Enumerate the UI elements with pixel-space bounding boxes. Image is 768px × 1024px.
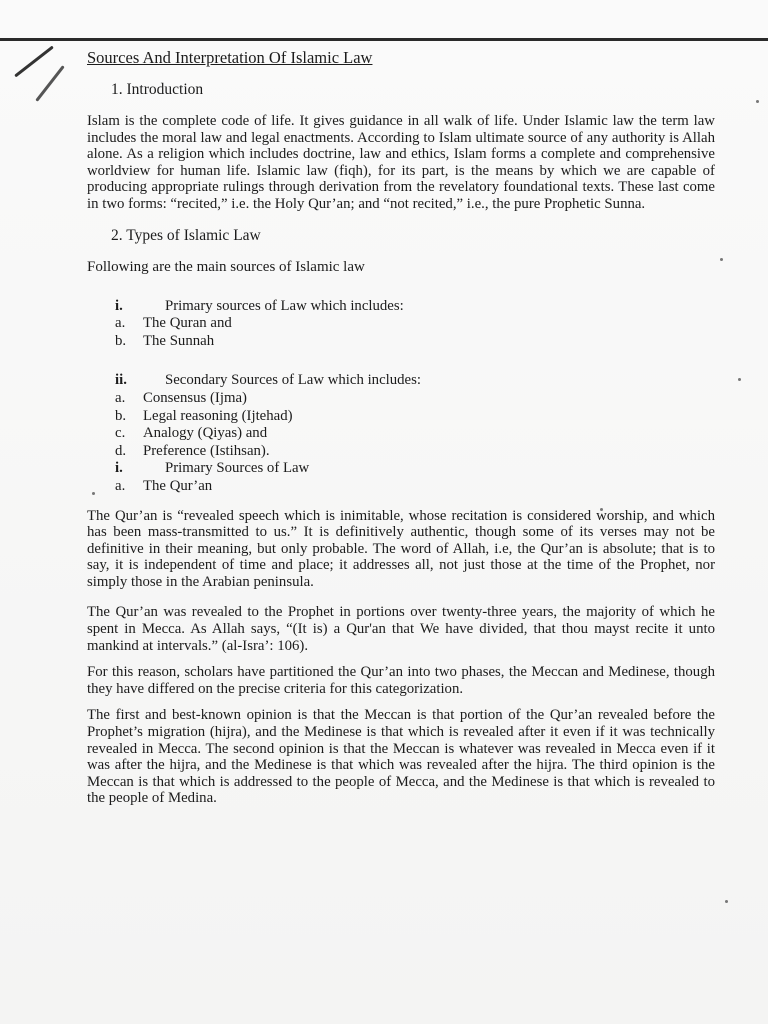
list-item-text: Consensus (Ijma)	[143, 389, 247, 406]
document-title: Sources And Interpretation Of Islamic Law	[87, 48, 373, 67]
section-heading-types	[111, 227, 715, 245]
scan-speck	[756, 100, 759, 103]
pen-stroke-mark	[14, 46, 54, 78]
list-item	[113, 333, 715, 351]
list-marker: i.	[115, 297, 123, 314]
list-marker: ii.	[115, 372, 127, 389]
sources-lead-in: Following are the main sources of Islamic law	[87, 258, 365, 275]
section-title: Introduction	[126, 81, 204, 98]
document-body	[87, 48, 715, 821]
list-item	[113, 390, 715, 408]
list-marker: a.	[115, 315, 126, 332]
section-number: 2.	[111, 226, 123, 244]
list-item	[113, 298, 715, 316]
list-marker: b.	[115, 332, 127, 349]
quran-paragraph: The Qur’an was revealed to the Prophet in portions over twenty-three years, the majority of which he spent in Mecca. As Allah says, “(It is) a Qur'an that We have divided, that thou mayst recite it unto mankind at intervals.” (al-Isra’: 106).	[87, 604, 715, 654]
quran-paragraph: The first and best-known opinion is that the Meccan is that portion of the Qur’an revealed before the Prophet’s migration (hijra), and the Medinese is that which is revealed after it even if it was technically revealed in Mecca. The second opinion is that the Meccan is whatever was revealed in Mecca even if it was after the hijra, and the Medinese is that which was revealed after the hijra. The third opinion is the Meccan is that which is addressed to the people of Mecca, and the Medinese is that which is revealed to the people of Medina.	[87, 707, 715, 807]
primary-sources-heading	[113, 298, 715, 316]
list-item-text: Legal reasoning (Ijtehad)	[143, 407, 293, 424]
list-marker: a.	[115, 477, 126, 494]
quran-subheading	[113, 478, 715, 496]
list-item	[113, 315, 715, 333]
list-item	[113, 460, 715, 478]
page-top-edge	[0, 38, 768, 41]
scan-speck	[738, 378, 741, 381]
scan-speck	[725, 900, 728, 903]
list-group-label: Primary sources of Law which includes:	[165, 297, 404, 314]
list-group-label: Primary Sources of Law	[165, 460, 310, 477]
list-marker: b.	[115, 407, 127, 424]
quran-paragraph: For this reason, scholars have partitioned the Qur’an into two phases, the Meccan and Medinese, though they have differed on the precise criteria for this categorization.	[87, 664, 715, 697]
quran-paragraph: The Qur’an is “revealed speech which is inimitable, whose recitation is considered worship, and which has been mass-transmitted to us.” It is definitively authentic, though some of its verses may not be definitive in their meaning, but only probable. The word of Allah, i.e, the Qur’an is absolute; that is to say, it is independent of time and place; it addresses all, not just those at the time of the Prophet, nor simply those in the Arabian peninsula.	[87, 507, 715, 590]
primary-sources-list	[113, 315, 715, 350]
secondary-sources-heading	[113, 372, 715, 390]
list-item-text: Analogy (Qiyas) and	[143, 425, 268, 442]
pen-stroke-mark	[35, 65, 64, 102]
scan-speck	[720, 258, 723, 261]
secondary-sources-list	[113, 390, 715, 460]
list-marker: d.	[115, 442, 127, 459]
list-item	[113, 478, 715, 496]
list-item-text: Preference (Istihsan).	[143, 442, 270, 459]
list-item	[113, 425, 715, 443]
list-group-label: Secondary Sources of Law which includes:	[165, 372, 421, 389]
list-marker: c.	[115, 425, 126, 442]
list-item	[113, 372, 715, 390]
section-number: 1.	[111, 81, 123, 98]
list-marker: a.	[115, 389, 126, 406]
section-title: Types of Islamic Law	[126, 226, 261, 244]
list-item	[113, 408, 715, 426]
list-marker: i.	[115, 460, 123, 477]
list-item	[113, 443, 715, 461]
list-item-text: The Qur’an	[143, 477, 213, 494]
list-item-text: The Sunnah	[143, 332, 215, 349]
primary-sources-subsection-heading	[113, 460, 715, 478]
list-item-text: The Quran and	[143, 315, 232, 332]
intro-paragraph: Islam is the complete code of life. It gives guidance in all walk of life. Under Islamic law the term law includes the moral law and legal enactments. According to Islam ultimate source of any authority is Allah alone. As a religion which includes doctrine, law and ethics, Islam forms a complete and comprehensive worldview for human life. Islamic law (fiqh), for its part, is the means by which we are capable of producing appropriate rulings through derivation from the revelatory foundational texts. These last come in two forms: “recited,” i.e. the Holy Qur’an; and “not recited,” i.e., the pure Prophetic Sunna.	[87, 113, 715, 212]
section-heading-introduction	[111, 81, 715, 99]
